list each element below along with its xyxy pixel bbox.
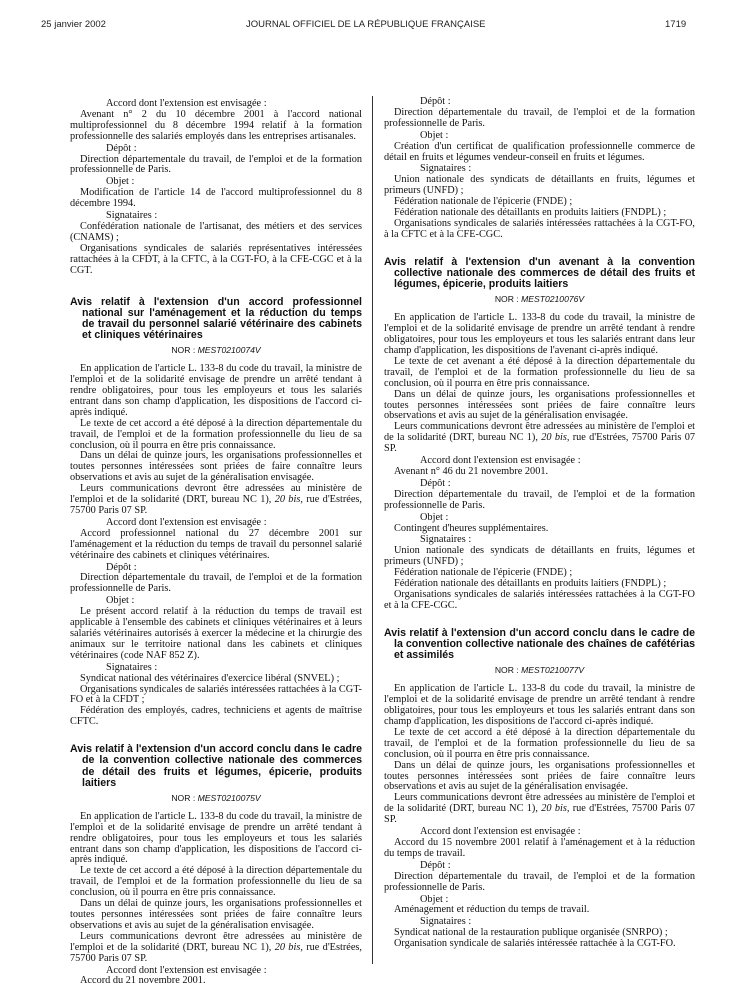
nor-reference — [384, 665, 695, 676]
paragraph: Organisations syndicales de salariés intéressées rattachées à la CGT-FO et à la CFDT ; — [70, 683, 362, 706]
section-label: Dépôt : — [420, 859, 451, 871]
nor-code: MEST0210075V — [197, 792, 261, 803]
paragraph: Union nationale des syndicats de détaillants en fruits, légumes et primeurs (UNFD) ; — [384, 545, 695, 568]
paragraph: Avenant n° 2 du 10 décembre 2001 à l'accord national multiprofessionnel du 8 décembre 1994 relatif à la formation professionnelle des salariés employés dans les entreprises artisanales. — [70, 108, 362, 142]
section-label: Dépôt : — [106, 561, 137, 573]
paragraph: Accord du 15 novembre 2001 relatif à l'aménagement et à la réduction du temps de travail. — [384, 836, 695, 859]
section-label: Signataires : — [420, 163, 472, 175]
paragraph: Dans un délai de quinze jours, les organisations professionnelles et toutes personnes intéressées sont priées de faire connaître leurs observations et avis au sujet de la généralisation envisagée. — [384, 759, 695, 793]
text: Leurs communications devront être adressées au ministère de l'emploi et de la solidarité (DRT, bureau NC 1), — [384, 792, 695, 815]
paragraph: Direction départementale du travail, de l'emploi et de la formation professionnelle de Paris. — [70, 572, 362, 595]
header-date: 25 janvier 2002 — [41, 19, 106, 30]
paragraph: Direction départementale du travail, de l'emploi et de la formation professionnelle de Paris. — [384, 106, 695, 129]
nor-code: MEST0210074V — [197, 345, 261, 356]
paragraph: Le texte de cet accord a été déposé à la direction départementale du travail, de l'emploi et de la formation professionnelle du lieu de sa conclusion, où il pourra en être pris connaissance. — [70, 417, 362, 451]
paragraph: Organisations syndicales de salariés intéressées rattachées à la CGT-FO, à la CFTC et à la CFE-CGC. — [384, 217, 695, 240]
paragraph: Fédération nationale des détaillants en produits laitiers (FNDPL) ; — [394, 578, 667, 590]
notice-title: Avis relatif à l'extension d'un avenant à la convention collective nationale des commerces de détail des fruits et légumes, épicerie, produits laitiers — [384, 255, 695, 291]
paragraph: Fédération des employés, cadres, techniciens et agents de maîtrise CFTC. — [70, 705, 362, 728]
paragraph: Contingent d'heures supplémentaires. — [394, 522, 549, 534]
section-label: Accord dont l'extension est envisagée : — [106, 98, 267, 109]
paragraph: Accord du 21 novembre 2001. — [80, 975, 206, 987]
paragraph: Syndicat national de la restauration publique organisée (SNRPO) ; — [394, 927, 668, 939]
column-divider — [372, 96, 373, 964]
paragraph: Modification de l'article 14 de l'accord multiprofessionnel du 8 décembre 1994. — [70, 187, 362, 210]
paragraph: Organisation syndicale de salariés intéressée rattachée à la CGT-FO. — [394, 938, 676, 950]
left-column — [70, 98, 362, 987]
section-label: Objet : — [420, 129, 449, 141]
text: 20 bis, — [274, 494, 303, 506]
paragraph: Création d'un certificat de qualification professionnelle commerce de détail en fruits et légumes vendeur-conseil en fruits et légumes. — [384, 140, 695, 163]
section-label: Objet : — [106, 176, 135, 188]
paragraph: Fédération nationale de l'épicerie (FNDE) ; — [394, 196, 573, 208]
paragraph — [384, 793, 695, 826]
text: 20 bis, — [541, 432, 570, 444]
text: Leurs communications devront être adressées au ministère de l'emploi et de la solidarité (DRT, bureau NC 1), — [70, 483, 362, 506]
text: rue d'Estrées, 75700 Paris 07 SP. — [384, 432, 695, 455]
paragraph: En application de l'article L. 133-8 du code du travail, la ministre de l'emploi et de la solidarité envisage de prendre un arrêté tendant à rendre obligatoires, pour tous les employeurs et tous les salariés entrant dans son champ d'application, les dispositions de l'accord ci-après indiqué. — [70, 363, 362, 418]
paragraph: En application de l'article L. 133-8 du code du travail, la ministre de l'emploi et de la solidarité envisage de prendre un arrêté tendant à rendre obligatoires, pour tous les employeurs et tous les salariés entrant dans son champ d'application, les dispositions de l'accord ci-après indiqué. — [384, 683, 695, 727]
paragraph: Union nationale des syndicats de détaillants en fruits, légumes et primeurs (UNFD) ; — [384, 174, 695, 197]
text: Leurs communications devront être adressées au ministère de l'emploi et de la solidarité (DRT, bureau NC 1), — [70, 930, 362, 953]
paragraph — [384, 422, 695, 455]
paragraph: Organisations syndicales de salariés représentatives intéressées rattachées à la CFDT, à la CFTC, à la CGT-FO, à la CFE-CGC et à la CGT. — [70, 242, 362, 276]
paragraph: Aménagement et réduction du temps de travail. — [394, 904, 590, 916]
notice-title: Avis relatif à l'extension d'un accord conclu dans le cadre de la convention collective nationale des chaînes de cafétérias et assimilés — [384, 626, 695, 662]
section-label: Signataires : — [106, 210, 158, 222]
notice-title: Avis relatif à l'extension d'un accord professionnel national sur l'aménagement et la réduction du temps de travail du personnel salarié vétérinaire des cabinets et cliniques vétérinaires — [70, 295, 362, 342]
paragraph: Direction départementale du travail, de l'emploi et de la formation professionnelle de Paris. — [384, 488, 695, 511]
section-label: Accord dont l'extension est envisagée : — [420, 826, 581, 838]
nor-label: NOR : — [171, 345, 196, 356]
section-label: Accord dont l'extension est envisagée : — [106, 964, 267, 976]
page-number: 1719 — [665, 19, 687, 30]
paragraph: En application de l'article L. 133-8 du code du travail, la ministre de l'emploi et de la solidarité envisage de prendre un arrêté tendant à rendre obligatoires, pour tous les employeurs et tous les salariés entrant dans leur champ d'application, les dispositions de l'avenant ci-après indiqué. — [384, 312, 695, 357]
section-label: Accord dont l'extension est envisagée : — [106, 516, 267, 528]
paragraph: Le texte de cet avenant a été déposé à la direction départementale du travail, de l'emploi et de la formation professionnelle du lieu de sa conclusion, où il pourra en être pris connaissance. — [384, 355, 695, 389]
text: rue d'Estrées, 75700 Paris 07 SP. — [384, 803, 695, 826]
nor-code: MEST0210076V — [521, 294, 585, 305]
section-label: Accord dont l'extension est envisagée : — [420, 455, 581, 467]
paragraph: Dans un délai de quinze jours, les organisations professionnelles et toutes personnes intéressées sont priées de faire connaître leurs observations et avis au sujet de la généralisation envisagée. — [70, 450, 362, 484]
paragraph: Accord professionnel national du 27 décembre 2001 sur l'aménagement et la réduction du temps de travail du personnel salarié vétérinaire des cabinets et cliniques vétérinaires. — [70, 527, 362, 561]
section-label: Objet : — [106, 595, 135, 607]
nor-reference — [70, 793, 362, 804]
section-label: Signataires : — [106, 661, 158, 673]
section-label: Dépôt : — [106, 142, 137, 154]
paragraph: Le présent accord relatif à la réduction du temps de travail est applicable à l'ensemble des cabinets et cliniques vétérinaires et à leurs salariés vétérinaires autorisés à exercer la médecine et la chirurgie des animaux sur le territoire national dans les cabinets et cliniques vétérinaires (code NAF 852 Z). — [70, 606, 362, 661]
nor-label: NOR : — [494, 294, 519, 305]
notice-title: Avis relatif à l'extension d'un accord conclu dans le cadre de la convention collective nationale des commerces de détail des fruits et légumes, épicerie, produits laitiers — [70, 743, 362, 789]
paragraph: Direction départementale du travail, de l'emploi et de la formation professionnelle de Paris. — [70, 153, 362, 176]
paragraph: Syndicat national des vétérinaires d'exercice libéral (SNVEL) ; — [80, 672, 340, 684]
section-label: Objet : — [420, 893, 449, 905]
nor-label: NOR : — [494, 665, 519, 676]
paragraph: Dans un délai de quinze jours, les organisations professionnelles et toutes personnes intéressées sont priées de faire connaître leurs observations et avis au sujet de la généralisation envisagée. — [70, 898, 362, 931]
nor-reference — [70, 345, 362, 356]
paragraph — [70, 932, 362, 965]
paragraph: Confédération nationale de l'artisanat, des métiers et des services (CNAMS) ; — [70, 220, 362, 243]
paragraph: Le texte de cet accord a été déposé à la direction départementale du travail, de l'emploi et de la formation professionnelle du lieu de sa conclusion, où il pourra en être pris connaissance. — [384, 726, 695, 760]
paragraph: Avenant n° 46 du 21 novembre 2001. — [394, 465, 549, 477]
paragraph: Organisations syndicales de salariés intéressées rattachées à la CGT-FO et à la CFE-CGC. — [384, 588, 695, 611]
section-label: Signataires : — [420, 916, 472, 928]
section-label: Dépôt : — [420, 96, 451, 107]
section-label: Objet : — [420, 511, 449, 523]
section-label: Dépôt : — [420, 477, 451, 489]
nor-reference — [384, 294, 695, 305]
paragraph: Le texte de cet accord a été déposé à la direction départementale du travail, de l'emploi et de la formation professionnelle du lieu de sa conclusion, où il pourra en être pris connaissance. — [70, 865, 362, 899]
journal-title: JOURNAL OFFICIEL DE LA RÉPUBLIQUE FRANÇAISE — [246, 19, 486, 30]
text: 20 bis, — [541, 803, 570, 815]
right-column — [384, 96, 695, 950]
paragraph — [70, 484, 362, 517]
paragraph: En application de l'article L. 133-8 du code du travail, la ministre de l'emploi et de la solidarité envisage de prendre un arrêté tendant à rendre obligatoires, pour tous les employeurs et tous les salariés entrant dans son champ d'application, les dispositions de l'accord ci-après indiqué. — [70, 810, 362, 866]
nor-code: MEST0210077V — [521, 665, 585, 676]
paragraph: Fédération nationale de l'épicerie (FNDE) ; — [394, 567, 573, 579]
paragraph: Fédération nationale des détaillants en produits laitiers (FNDPL) ; — [394, 207, 667, 219]
section-label: Signataires : — [420, 534, 472, 546]
text: 20 bis, — [274, 941, 303, 953]
text: rue d'Estrées, 75700 Paris 07 SP. — [70, 941, 362, 964]
text: rue d'Estrées, 75700 Paris 07 SP. — [70, 494, 362, 516]
paragraph: Dans un délai de quinze jours, les organisations professionnelles et toutes personnes intéressées sont priées de faire connaître leurs observations et avis au sujet de la généralisation envisagée. — [384, 388, 695, 422]
nor-label: NOR : — [171, 792, 196, 803]
paragraph: Direction départementale du travail, de l'emploi et de la formation professionnelle de Paris. — [384, 870, 695, 893]
text: Leurs communications devront être adressées au ministère de l'emploi et de la solidarité (DRT, bureau NC 1), — [384, 421, 695, 444]
